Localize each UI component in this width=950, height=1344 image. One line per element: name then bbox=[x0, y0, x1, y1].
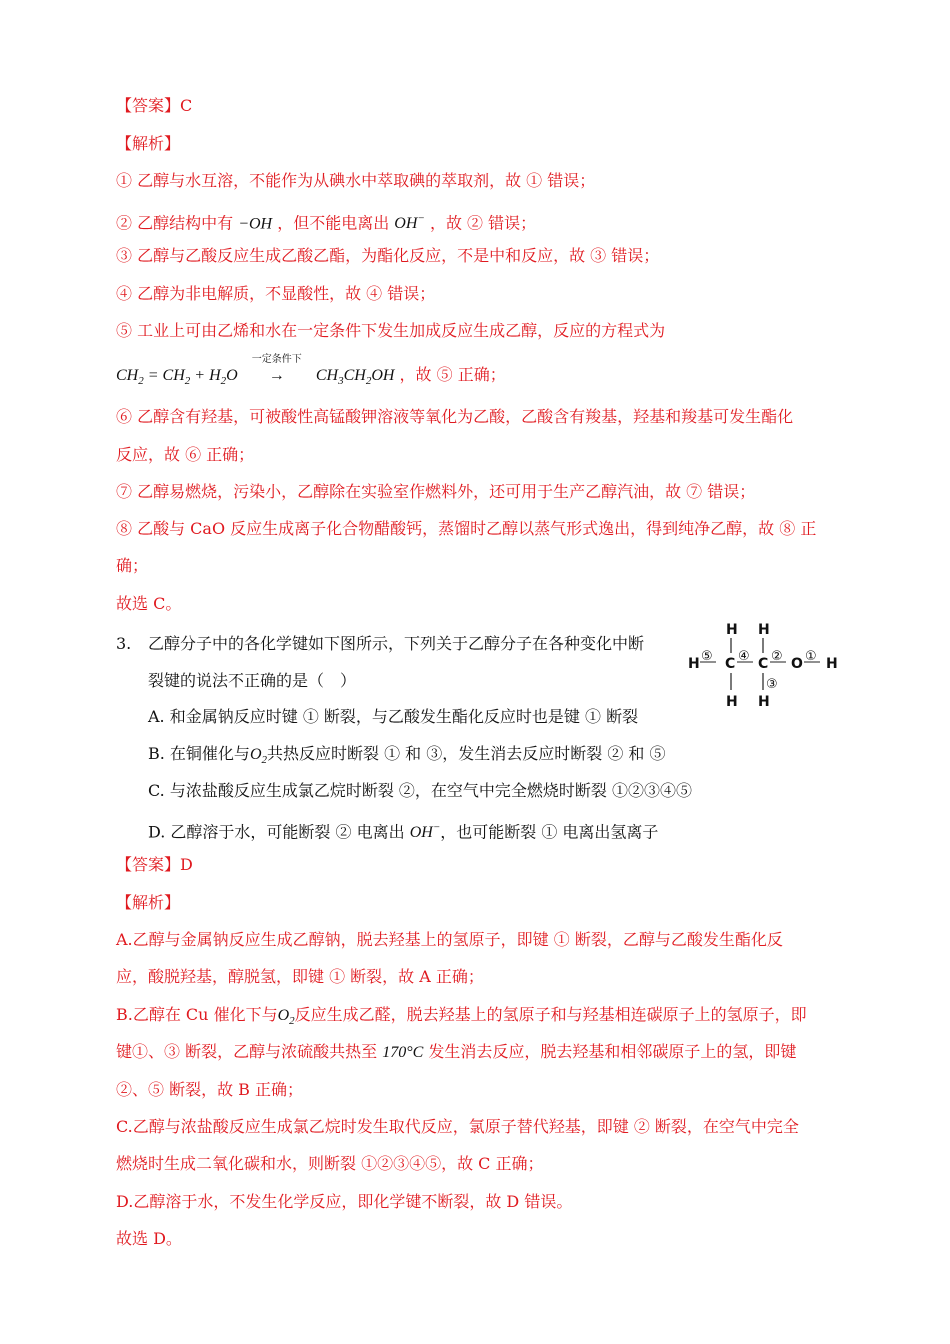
question-stem-line2: 裂键的说法不正确的是（ ） bbox=[148, 671, 357, 690]
atom-c2: C bbox=[758, 656, 769, 672]
atom-h-bottom-right: H bbox=[758, 694, 770, 710]
analysis-label-3: 【解析】 bbox=[116, 893, 181, 912]
analysis-item-6-line2: 反应，故 ⑥ 正确； bbox=[116, 445, 255, 464]
item2-math-ohminus: OH− bbox=[394, 213, 425, 233]
option-d bbox=[148, 817, 658, 844]
equation-arrow: 一定条件下 → bbox=[243, 365, 311, 387]
equation-condition: 一定条件下 bbox=[251, 354, 302, 365]
option-b bbox=[148, 743, 666, 771]
analysis-item-2 bbox=[116, 208, 536, 235]
option-d-text-a: D. 乙醇溶于水，可能断裂 ② 电离出 bbox=[148, 822, 405, 842]
equation-tail: ，故 ⑤ 正确； bbox=[399, 365, 506, 384]
atom-h-right: H bbox=[826, 656, 838, 672]
item2-text-a: ② 乙醇结构中有 bbox=[116, 213, 234, 233]
analysis-b-line1 bbox=[116, 1004, 807, 1032]
analysis-b-line3: ②、⑤ 断裂，故 B 正确； bbox=[116, 1080, 304, 1099]
analysis-item-1: ① 乙醇与水互溶，不能作为从碘水中萃取碘的萃取剂，故 ① 错误； bbox=[116, 171, 596, 190]
bond-label-3: ③ bbox=[766, 677, 778, 692]
analysis-b2-text-b: 发生消去反应，脱去羟基和相邻碳原子上的氢，即键 bbox=[428, 1042, 797, 1061]
analysis-item-6-line1: ⑥ 乙醇含有羟基，可被酸性高锰酸钾溶液等氧化为乙酸，乙酸含有羧基，羟基和羧基可发生酯化 bbox=[116, 407, 794, 426]
item2-math-oh: −OH bbox=[238, 215, 273, 233]
option-b-text-b: 共热反应时断裂 ① 和 ③，发生消去反应时断裂 ② 和 ⑤ bbox=[267, 744, 666, 763]
option-b-text-a: B. 在铜催化与 bbox=[148, 744, 250, 763]
equation-lhs: $CH_2 = CH_2 + H_2O$ bbox=[116, 367, 238, 388]
analysis-b-o2: $O_2$ bbox=[277, 1007, 295, 1028]
answer-line: 【答案】C bbox=[116, 96, 193, 115]
analysis-c-line1: C.乙醇与浓盐酸反应生成氯乙烷时发生取代反应，氯原子替代羟基，即键 ② 断裂，在空气中完全 bbox=[116, 1117, 799, 1136]
option-d-ohminus: OH− bbox=[409, 822, 441, 842]
analysis-c-line2: 燃烧时生成二氧化碳和水，则断裂 ①②③④⑤，故 C 正确； bbox=[116, 1154, 544, 1173]
analysis-item-7: ⑦ 乙醇易燃烧，污染小，乙醇除在实验室作燃料外，还可用于生产乙醇汽油，故 ⑦ 错误； bbox=[116, 482, 756, 501]
atom-h-left: H bbox=[688, 656, 700, 672]
option-c: C. 与浓盐酸反应生成氯乙烷时断裂 ②，在空气中完全燃烧时断裂 ①②③④⑤ bbox=[148, 781, 693, 800]
equation-rhs: $CH_3CH_2OH$ bbox=[315, 367, 395, 388]
analysis-item-3: ③ 乙醇与乙酸反应生成乙酸乙酯，为酯化反应，不是中和反应，故 ③ 错误； bbox=[116, 246, 660, 265]
analysis-a-line2: 应，酸脱羟基，醇脱氢，即键 ① 断裂，故 A 正确； bbox=[116, 967, 484, 986]
conclusion-2: 故选 C。 bbox=[116, 594, 182, 613]
question-number: 3. bbox=[116, 634, 132, 653]
atom-h-bottom-left: H bbox=[726, 694, 738, 710]
analysis-b2-temp: 170°C bbox=[382, 1044, 424, 1061]
bond-label-5: ⑤ bbox=[701, 649, 713, 664]
option-d-text-b: ，也可能断裂 ① 电离出氢离子 bbox=[440, 822, 659, 842]
analysis-d-line1: D.乙醇溶于水，不发生化学反应，即化学键不断裂，故 D 错误。 bbox=[116, 1192, 573, 1211]
bond-label-1: ① bbox=[805, 649, 817, 664]
analysis-item-8-line2: 确； bbox=[116, 556, 149, 575]
analysis-item-8-line1: ⑧ 乙酸与 CaO 反应生成离子化合物醋酸钙，蒸馏时乙醇以蒸气形式逸出，得到纯净乙醇，故 ⑧ 正 bbox=[116, 519, 817, 538]
analysis-b2-text-a: 键①、③ 断裂，乙醇与浓硫酸共热至 bbox=[116, 1042, 378, 1061]
item2-text-b: ，但不能电离出 bbox=[277, 213, 390, 233]
analysis-item-5: ⑤ 工业上可由乙烯和水在一定条件下发生加成反应生成乙醇，反应的方程式为 bbox=[116, 321, 666, 340]
atom-o: O bbox=[791, 656, 803, 672]
ethanol-bond-diagram bbox=[688, 618, 838, 710]
analysis-item-4: ④ 乙醇为非电解质，不显酸性，故 ④ 错误； bbox=[116, 284, 436, 303]
analysis-b-text-a: B.乙醇在 Cu 催化下与 bbox=[116, 1005, 278, 1024]
atom-h-top-left: H bbox=[726, 622, 738, 638]
analysis-b-line2 bbox=[116, 1041, 796, 1064]
analysis-b-text-b: 反应生成乙醛，脱去羟基上的氢原子和与羟基相连碳原子上的氢原子，即 bbox=[294, 1005, 807, 1024]
option-a: A. 和金属钠反应时键 ① 断裂，与乙酸发生酯化反应时也是键 ① 断裂 bbox=[148, 707, 639, 726]
bond-label-2: ② bbox=[771, 649, 783, 664]
equation-line bbox=[116, 354, 506, 392]
analysis-a-line1: A.乙醇与金属钠反应生成乙醇钠，脱去羟基上的氢原子，即键 ① 断裂，乙醇与乙酸发生酯化反 bbox=[116, 930, 783, 949]
option-b-o2: $O_2$ bbox=[249, 746, 267, 767]
question-stem-line1: 乙醇分子中的各化学键如下图所示，下列关于乙醇分子在各种变化中断 bbox=[148, 634, 645, 653]
item2-text-c: ，故 ② 错误； bbox=[429, 213, 537, 233]
answer-line-3: 【答案】D bbox=[116, 855, 193, 874]
conclusion-3: 故选 D。 bbox=[116, 1229, 182, 1248]
atom-h-top-right: H bbox=[758, 622, 770, 638]
atom-c1: C bbox=[725, 656, 736, 672]
bond-label-4: ④ bbox=[738, 649, 750, 664]
analysis-label: 【解析】 bbox=[116, 134, 181, 153]
